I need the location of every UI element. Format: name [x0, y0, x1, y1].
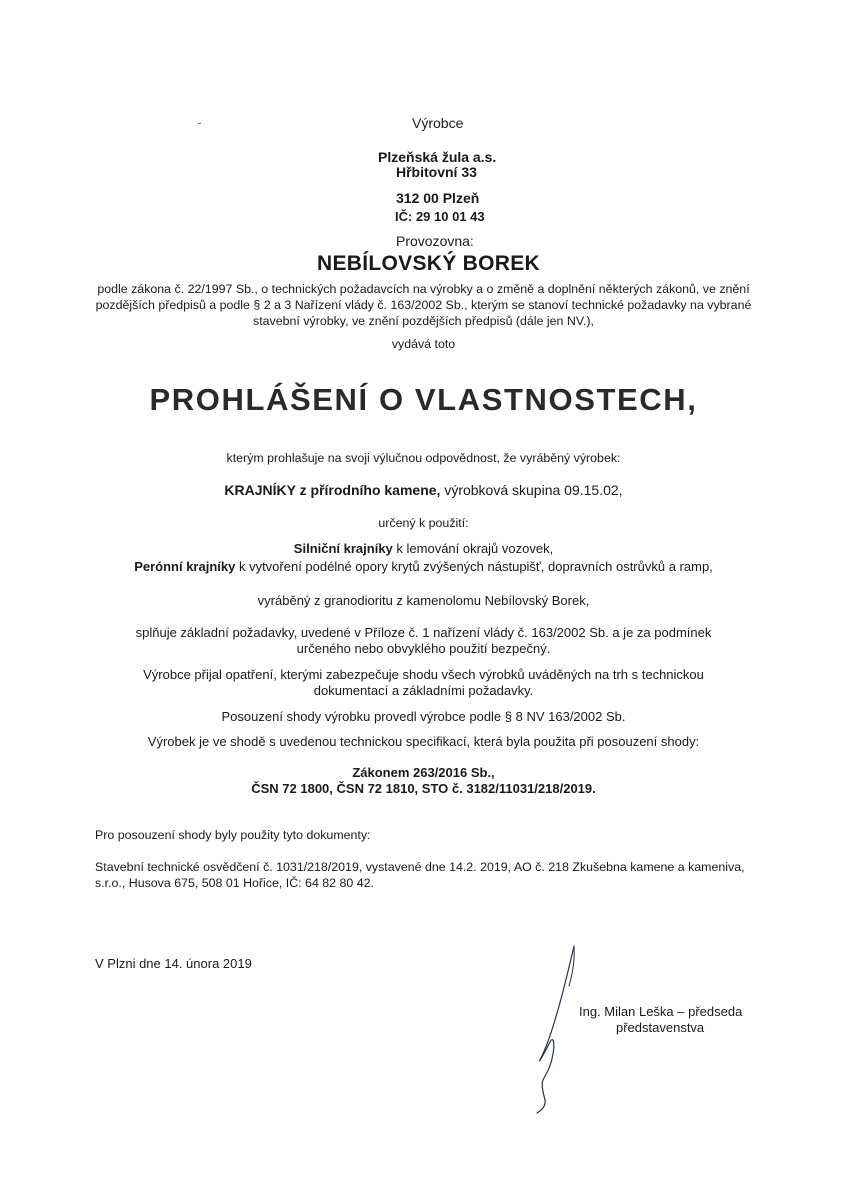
- company-name: Plzeňská žula a.s.: [378, 149, 497, 165]
- conformity-text: Výrobek je ve shodě s uvedenou technickou specifikací, která byla použita při posouzení shody:: [147, 734, 700, 749]
- branch-name: NEBÍLOVSKÝ BOREK: [317, 252, 540, 275]
- documents-line2: s.r.o., Husova 675, 508 01 Hořice, IČ: 64 82 80 42.: [95, 876, 374, 890]
- declaration-statement: kterým prohlašuje na svoji výlučnou odpovědnost, že vyráběný výrobek:: [226, 451, 621, 465]
- use-line-2: [0, 559, 847, 574]
- company-city: 312 00 Plzeň: [396, 190, 480, 206]
- product-group: výrobková skupina 09.15.02,: [440, 482, 623, 498]
- requirements-line1: splňuje základní požadavky, uvedené v Příloze č. 1 nařízení vlády č. 163/2002 Sb. a je za podmínek: [135, 625, 712, 640]
- branch-label: Provozovna:: [396, 233, 474, 249]
- document-title: PROHLÁŠENÍ O VLASTNOSTECH,: [149, 382, 698, 417]
- material-origin: vyráběný z granodioritu z kamenolomu Nebílovský Borek,: [257, 593, 590, 608]
- documents-line1: Stavební technické osvědčení č. 1031/218/2019, vystavené dne 14.2. 2019, AO č. 218 Zkušebna kamene a kameniva,: [95, 860, 745, 874]
- use1-product: Silniční krajníky: [293, 541, 393, 556]
- spec-standards: ČSN 72 1800, ČSN 72 1810, STO č. 3182/11031/218/2019.: [251, 781, 596, 796]
- scan-speck: [198, 123, 201, 124]
- issues-text: vydává toto: [391, 337, 456, 351]
- product-name: KRAJNÍKY z přírodního kamene,: [224, 482, 441, 498]
- legal-intro-line2: pozdějších předpisů a podle § 2 a 3 Nařízení vlády č. 163/2002 Sb., kterým se stanoví technické požadavky na vybrané: [95, 298, 752, 312]
- signatory-role: představenstva: [616, 1020, 705, 1035]
- measures-line2: dokumentací a základními požadavky.: [313, 683, 534, 698]
- signatory-name: Ing. Milan Leška – předseda: [579, 1004, 743, 1019]
- measures-line1: Výrobce přijal opatření, kterými zabezpečuje shodu všech výrobků uváděných na trh s technickou: [143, 667, 704, 682]
- handwritten-signature: [528, 942, 588, 1117]
- assessment-text: Posouzení shody výrobku provedl výrobce podle § 8 NV 163/2002 Sb.: [221, 709, 626, 724]
- requirements-line2: určeného nebo obvyklého použití bezpečný.: [296, 641, 551, 656]
- use2-product: Perónní krajníky: [134, 559, 236, 574]
- legal-intro-line1: podle zákona č. 22/1997 Sb., o technických požadavcích na výrobky a o změně a doplnění některých zákonů, ve znění: [97, 282, 750, 296]
- intended-use-label: určený k použití:: [378, 516, 469, 530]
- product-line: [0, 482, 847, 498]
- use2-purpose: k vytvoření podélné opory krytů zvýšených nástupišť, dopravních ostrůvků a ramp,: [235, 559, 713, 574]
- place-and-date: V Plzni dne 14. února 2019: [95, 956, 252, 971]
- company-ico: IČ: 29 10 01 43: [395, 209, 485, 224]
- documents-heading: Pro posouzení shody byly použity tyto dokumenty:: [95, 828, 371, 842]
- legal-intro-line3: stavební výrobky, ve znění pozdějších předpisů (dále jen NV.),: [253, 314, 594, 328]
- manufacturer-label: Výrobce: [412, 115, 464, 131]
- use1-purpose: k lemování okrajů vozovek,: [392, 541, 554, 556]
- use-line-1: [0, 541, 847, 556]
- spec-law: Zákonem 263/2016 Sb.,: [352, 765, 495, 780]
- company-street: Hřbitovní 33: [396, 164, 477, 180]
